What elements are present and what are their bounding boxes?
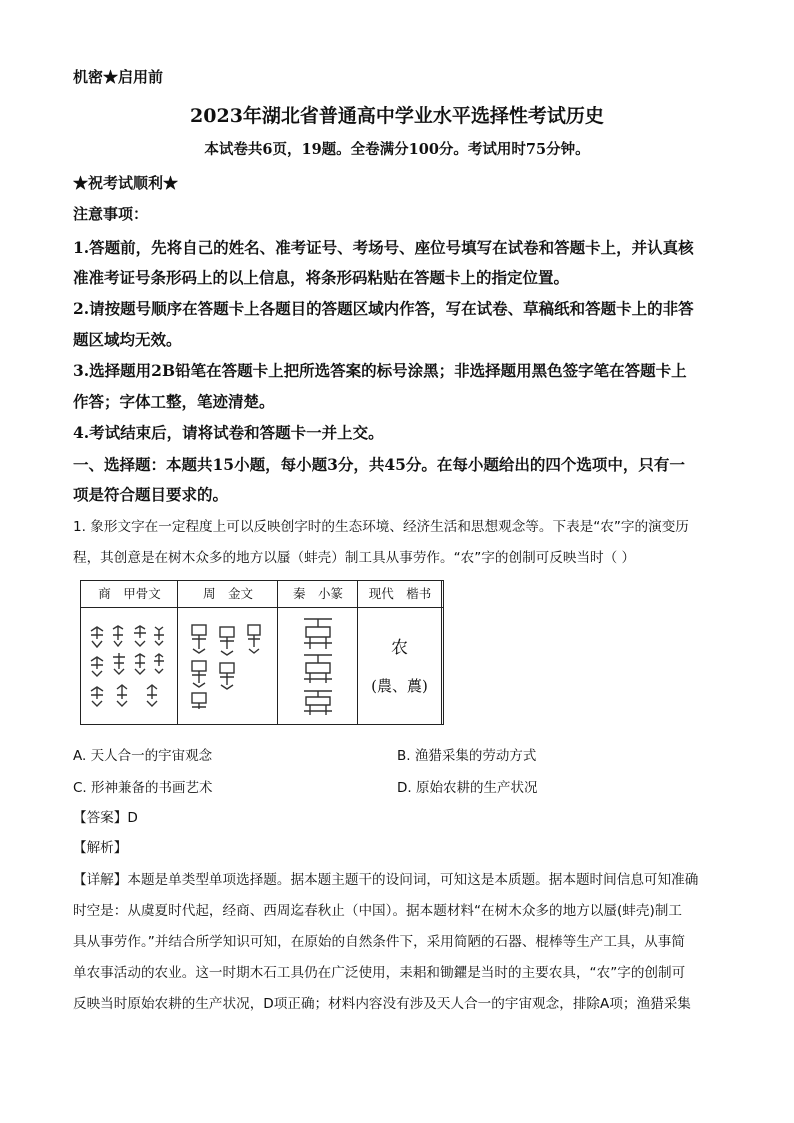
- exam-subtitle: 本试卷共6页，19题。全卷满分100分。考试用时75分钟。: [204, 141, 590, 158]
- table-header-divider: [81, 581, 443, 608]
- detail-line: 反映当时原始农耕的生产状况，D项正确；材料内容没有涉及天人合一的宇宙观念，排除A项；渔猎采集: [73, 996, 691, 1012]
- detail-line: 时空是：从虞夏时代起，经商、西周迄春秋止（中国）。据本题材料“在树木众多的地方以蜃(蚌壳)制工: [73, 903, 682, 919]
- option-b[interactable]: B. 渔猎采集的劳动方式: [397, 748, 537, 764]
- small-seal-glyphs-image: [300, 615, 336, 721]
- answer-line: [73, 806, 138, 826]
- character-evolution-table: [80, 580, 444, 725]
- question-stem: 程，其创意是在树木众多的地方以蜃（蚌壳）制工具从事劳作。“农”字的创制可反映当时（ ）: [73, 550, 636, 566]
- notes-line: 准准考证号条形码上的以上信息，将条形码粘贴在答题卡上的指定位置。: [73, 268, 570, 287]
- good-luck-line: ★祝考试顺利★: [73, 174, 179, 192]
- question-stem: 1. 象形文字在一定程度上可以反映创字时的生态环境、经济生活和思想观念等。下表是“农”字的演变历: [73, 519, 689, 535]
- answer-label: 【答案】: [73, 810, 128, 826]
- answer-value: D: [127, 810, 138, 826]
- notes-line: 2.请按题号顺序在答题卡上各题目的答题区域内作答，写在试卷、草稿纸和答题卡上的非答: [73, 299, 694, 318]
- table-header: 商 甲骨文: [98, 586, 161, 601]
- table-header: 秦 小篆: [292, 586, 343, 601]
- notes-line: 1.答题前，先将自己的姓名、准考证号、考场号、座位号填写在试卷和答题卡上，并认真核: [73, 238, 694, 257]
- notes-line: 3.选择题用2B铅笔在答题卡上把所选答案的标号涂黑；非选择题用黑色签字笔在答题卡上: [73, 361, 687, 380]
- section-heading: 项是符合题目要求的。: [73, 485, 229, 504]
- modern-variants: (農、蕽): [371, 677, 428, 695]
- modern-character: 农: [391, 638, 408, 658]
- oracle-bone-glyphs-image: [87, 623, 171, 713]
- option-c[interactable]: C. 形神兼备的书画艺术: [73, 780, 213, 796]
- notes-line: 4.考试结束后，请将试卷和答题卡一并上交。: [73, 423, 384, 442]
- table-header: 周 金文: [202, 586, 253, 601]
- option-d[interactable]: D. 原始农耕的生产状况: [397, 780, 538, 796]
- option-a[interactable]: A. 天人合一的宇宙观念: [73, 748, 213, 764]
- table-header: 现代 楷书: [368, 586, 432, 601]
- detail-line: 具从事劳作。”并结合所学知识可知，在原始的自然条件下，采用简陋的石器、棍棒等生产工具，从事简: [73, 934, 685, 950]
- notes-line: 作答；字体工整，笔迹清楚。: [73, 392, 275, 411]
- detail-line: 单农事活动的农业。这一时期木石工具仍在广泛使用，耒耜和锄鑺是当时的主要农具，“农”字的创制可: [73, 965, 686, 981]
- notes-line: 题区域均无效。: [73, 330, 182, 349]
- detail-line: 【详解】本题是单类型单项选择题。据本题主题干的设问词，可知这是本质题。据本题时间信息可知准确: [73, 872, 699, 888]
- notes-heading: 注意事项：: [73, 205, 149, 223]
- bronze-glyphs-image: [188, 621, 268, 713]
- page-title: 2023年湖北省普通高中学业水平选择性考试历史: [190, 105, 604, 127]
- analysis-label: 【解析】: [73, 840, 128, 856]
- section-heading: 一、选择题：本题共15小题，每小题3分，共45分。在每小题给出的四个选项中，只有一: [73, 455, 685, 474]
- confidential-mark: 机密★启用前: [73, 68, 164, 86]
